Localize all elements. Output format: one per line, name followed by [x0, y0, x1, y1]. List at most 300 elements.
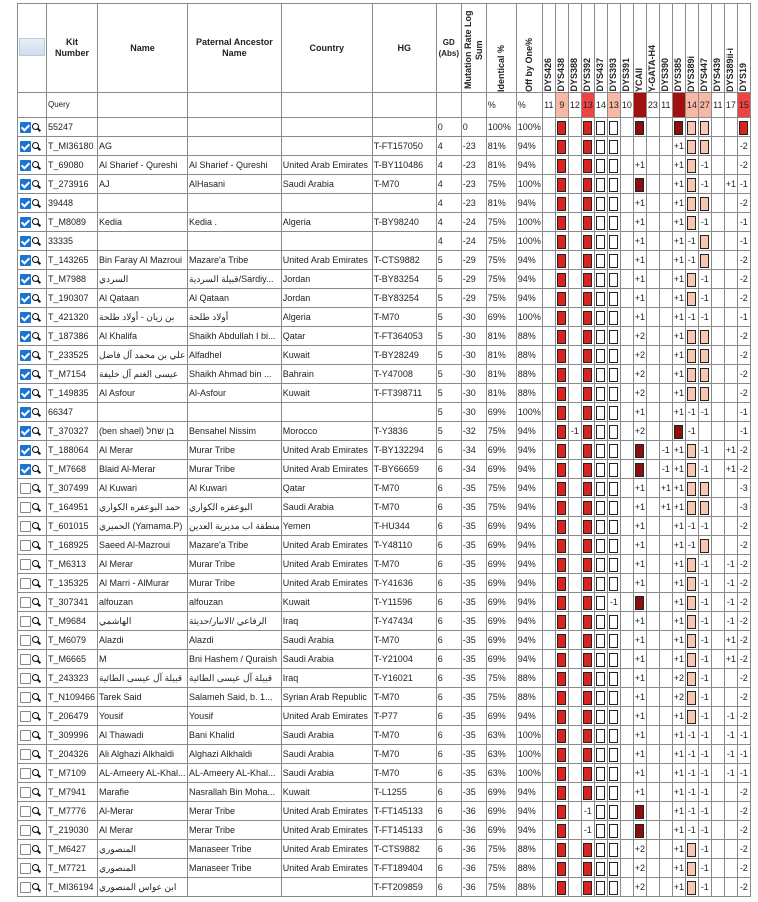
- table-row[interactable]: [18, 137, 751, 156]
- marker-cell: [633, 137, 646, 156]
- table-row[interactable]: [18, 194, 751, 213]
- marker-header-ycaii[interactable]: YCAII: [633, 4, 646, 93]
- kit-number-cell[interactable]: T_M7721: [47, 859, 98, 878]
- kit-number-cell[interactable]: T_168925: [47, 536, 98, 555]
- table-row[interactable]: [18, 175, 751, 194]
- row-checkbox[interactable]: [20, 882, 31, 893]
- identical-cell: 69%: [486, 308, 516, 327]
- country-cell: [281, 137, 372, 156]
- row-select-cell: [18, 118, 47, 137]
- magnifier-icon[interactable]: [32, 712, 39, 719]
- kit-number-cell[interactable]: T_601015: [47, 517, 98, 536]
- marker-cell: [581, 498, 594, 517]
- identical-cell: 81%: [486, 327, 516, 346]
- row-checkbox[interactable]: [20, 388, 31, 399]
- magnifier-icon[interactable]: [32, 256, 39, 263]
- marker-cell: [555, 555, 568, 574]
- table-row[interactable]: [18, 384, 751, 403]
- marker-cell: [607, 270, 620, 289]
- row-select-cell: [18, 726, 47, 745]
- marker-cell: [568, 213, 581, 232]
- kit-number-cell[interactable]: T_188064: [47, 441, 98, 460]
- haplogroup-cell: T-M70: [372, 175, 436, 194]
- table-row[interactable]: [18, 631, 751, 650]
- query-marker-value: 14: [594, 93, 607, 118]
- row-checkbox[interactable]: [20, 597, 31, 608]
- marker-cell: +1: [633, 726, 646, 745]
- country-header[interactable]: Country: [281, 4, 372, 93]
- marker-cell: [685, 688, 698, 707]
- marker-diff-box: [674, 121, 683, 135]
- kit-number-cell[interactable]: T_MI36194: [47, 878, 98, 897]
- row-checkbox[interactable]: [20, 407, 31, 418]
- table-row[interactable]: [18, 118, 751, 137]
- marker-cell: [724, 688, 737, 707]
- magnifier-icon[interactable]: [32, 617, 39, 624]
- table-row[interactable]: [18, 536, 751, 555]
- row-checkbox[interactable]: [20, 768, 31, 779]
- table-row[interactable]: [18, 213, 751, 232]
- magnifier-icon[interactable]: [32, 351, 39, 358]
- name-cell: المنصوري: [98, 859, 188, 878]
- marker-cell: -1: [698, 650, 711, 669]
- row-checkbox[interactable]: [20, 521, 31, 532]
- table-row[interactable]: [18, 517, 751, 536]
- row-checkbox[interactable]: [20, 293, 31, 304]
- kit-number-cell[interactable]: T_M7988: [47, 270, 98, 289]
- marker-header-dys426[interactable]: DYS426: [542, 4, 555, 93]
- off-by-one-cell: 94%: [516, 631, 542, 650]
- name-header[interactable]: Name: [98, 4, 188, 93]
- row-checkbox[interactable]: [20, 331, 31, 342]
- table-row[interactable]: [18, 422, 751, 441]
- marker-cell: [646, 859, 659, 878]
- kit-number-cell[interactable]: T_243323: [47, 669, 98, 688]
- kit-number-cell[interactable]: 55247: [47, 118, 98, 137]
- marker-cell: [607, 688, 620, 707]
- magnifier-icon[interactable]: [32, 845, 39, 852]
- marker-cell: [620, 118, 633, 137]
- mutation-cell: -30: [461, 403, 486, 422]
- marker-header-dys447[interactable]: DYS447: [698, 4, 711, 93]
- mutation-rate-header[interactable]: Mutation Rate Log Sum: [461, 4, 486, 93]
- country-cell: Saudi Arabia: [281, 726, 372, 745]
- magnifier-icon[interactable]: [32, 332, 39, 339]
- row-checkbox[interactable]: [20, 730, 31, 741]
- kit-number-cell[interactable]: T_233525: [47, 346, 98, 365]
- table-row[interactable]: [18, 593, 751, 612]
- kit-number-cell[interactable]: T_190307: [47, 289, 98, 308]
- table-row[interactable]: [18, 574, 751, 593]
- magnifier-icon[interactable]: [32, 750, 39, 757]
- marker-diff-box: [687, 368, 696, 382]
- marker-diff-box: [596, 862, 605, 876]
- identical-cell: 69%: [486, 441, 516, 460]
- table-row[interactable]: [18, 308, 751, 327]
- row-checkbox[interactable]: [20, 350, 31, 361]
- off-by-one-cell: 94%: [516, 650, 542, 669]
- match-results-table: [17, 3, 751, 897]
- row-checkbox[interactable]: [20, 711, 31, 722]
- magnifier-icon[interactable]: [32, 522, 39, 529]
- table-row[interactable]: [18, 802, 751, 821]
- magnifier-icon[interactable]: [32, 408, 39, 415]
- kit-number-cell[interactable]: 39448: [47, 194, 98, 213]
- row-checkbox[interactable]: [20, 787, 31, 798]
- identical-cell: 69%: [486, 650, 516, 669]
- kit-number-cell[interactable]: T_143265: [47, 251, 98, 270]
- mutation-cell: -35: [461, 764, 486, 783]
- paternal-ancestor-header[interactable]: Paternal Ancestor Name: [188, 4, 282, 93]
- marker-header-dys19[interactable]: DYS19: [737, 4, 750, 93]
- kit-number-cell[interactable]: T_M6313: [47, 555, 98, 574]
- table-row[interactable]: [18, 270, 751, 289]
- row-checkbox[interactable]: [20, 236, 31, 247]
- identical-cell: 69%: [486, 593, 516, 612]
- table-row[interactable]: [18, 726, 751, 745]
- marker-diff-box: [609, 368, 618, 382]
- kit-number-cell[interactable]: T_M8089: [47, 213, 98, 232]
- magnifier-icon[interactable]: [32, 674, 39, 681]
- magnifier-icon[interactable]: [32, 655, 39, 662]
- row-checkbox[interactable]: [20, 844, 31, 855]
- off-by-one-header[interactable]: Off by One%: [516, 4, 542, 93]
- row-checkbox[interactable]: [20, 673, 31, 684]
- magnifier-icon[interactable]: [32, 560, 39, 567]
- mutation-cell: -23: [461, 194, 486, 213]
- kit-number-cell[interactable]: T_135325: [47, 574, 98, 593]
- marker-cell: [607, 384, 620, 403]
- kit-number-cell[interactable]: 66347: [47, 403, 98, 422]
- kit-number-cell[interactable]: T_149835: [47, 384, 98, 403]
- row-checkbox[interactable]: [20, 635, 31, 646]
- marker-diff-box: [700, 501, 709, 515]
- kit-number-cell[interactable]: T_69080: [47, 156, 98, 175]
- mutation-cell: -35: [461, 593, 486, 612]
- magnifier-icon[interactable]: [32, 883, 39, 890]
- row-checkbox[interactable]: [20, 369, 31, 380]
- kit-number-cell[interactable]: T_M7109: [47, 764, 98, 783]
- marker-cell: [620, 270, 633, 289]
- magnifier-icon[interactable]: [32, 484, 39, 491]
- marker-cell: [659, 631, 672, 650]
- table-row[interactable]: [18, 878, 751, 897]
- marker-cell: -1: [698, 878, 711, 897]
- magnifier-icon[interactable]: [32, 788, 39, 795]
- table-row[interactable]: [18, 365, 751, 384]
- table-row[interactable]: [18, 289, 751, 308]
- table-row[interactable]: [18, 403, 751, 422]
- marker-header-dys393[interactable]: DYS393: [607, 4, 620, 93]
- magnifier-icon[interactable]: [32, 142, 39, 149]
- table-row[interactable]: [18, 821, 751, 840]
- marker-cell: [646, 308, 659, 327]
- table-row[interactable]: [18, 707, 751, 726]
- marker-cell: +2: [633, 346, 646, 365]
- magnifier-icon[interactable]: [32, 237, 39, 244]
- marker-cell: [646, 498, 659, 517]
- magnifier-icon[interactable]: [32, 313, 39, 320]
- table-row[interactable]: [18, 498, 751, 517]
- kit-number-cell[interactable]: T_M7941: [47, 783, 98, 802]
- table-row[interactable]: [18, 745, 751, 764]
- kit-number-cell[interactable]: T_273916: [47, 175, 98, 194]
- select-all-header[interactable]: [18, 4, 47, 93]
- table-row[interactable]: [18, 232, 751, 251]
- row-checkbox[interactable]: [20, 825, 31, 836]
- mutation-cell: 0: [461, 118, 486, 137]
- table-row[interactable]: [18, 764, 751, 783]
- row-checkbox[interactable]: [20, 312, 31, 323]
- marker-header-dys390[interactable]: DYS390: [659, 4, 672, 93]
- magnifier-icon[interactable]: [32, 161, 39, 168]
- row-checkbox[interactable]: [20, 540, 31, 551]
- marker-diff-box: [583, 615, 592, 629]
- table-row[interactable]: [18, 840, 751, 859]
- genetic-distance-header[interactable]: GD (Abs): [436, 4, 461, 93]
- row-checkbox[interactable]: [20, 559, 31, 570]
- marker-header-dys385[interactable]: DYS385: [672, 4, 685, 93]
- marker-diff-box: [687, 881, 696, 895]
- kit-number-cell[interactable]: T_370327: [47, 422, 98, 441]
- marker-header-dys391[interactable]: DYS391: [620, 4, 633, 93]
- ancestor-cell: Murar Tribe: [188, 441, 282, 460]
- table-row[interactable]: [18, 441, 751, 460]
- marker-cell: [542, 707, 555, 726]
- table-row[interactable]: [18, 859, 751, 878]
- table-row[interactable]: [18, 327, 751, 346]
- kit-number-cell[interactable]: T_M6427: [47, 840, 98, 859]
- marker-cell: +1: [633, 783, 646, 802]
- marker-cell: [620, 460, 633, 479]
- kit-number-cell[interactable]: T_MI36180: [47, 137, 98, 156]
- haplogroup-cell: [372, 403, 436, 422]
- magnifier-icon[interactable]: [32, 465, 39, 472]
- kit-number-cell[interactable]: T_219030: [47, 821, 98, 840]
- table-row[interactable]: [18, 669, 751, 688]
- name-cell: Al-Merar: [98, 802, 188, 821]
- marker-header-dys392[interactable]: DYS392: [581, 4, 594, 93]
- table-row[interactable]: [18, 650, 751, 669]
- row-select-cell: [18, 327, 47, 346]
- kit-number-cell[interactable]: 33335: [47, 232, 98, 251]
- kit-number-cell[interactable]: T_309996: [47, 726, 98, 745]
- magnifier-icon[interactable]: [32, 769, 39, 776]
- gd-cell: 6: [436, 441, 461, 460]
- row-select-cell: [18, 517, 47, 536]
- row-checkbox[interactable]: [20, 426, 31, 437]
- row-checkbox[interactable]: [20, 255, 31, 266]
- row-checkbox[interactable]: [20, 863, 31, 874]
- magnifier-icon[interactable]: [32, 826, 39, 833]
- marker-cell: [568, 156, 581, 175]
- row-checkbox[interactable]: [20, 654, 31, 665]
- kit-number-cell[interactable]: T_M9684: [47, 612, 98, 631]
- marker-cell: [555, 593, 568, 612]
- magnifier-icon[interactable]: [32, 807, 39, 814]
- table-row[interactable]: [18, 251, 751, 270]
- kit-number-cell[interactable]: T_307499: [47, 479, 98, 498]
- marker-cell: [568, 593, 581, 612]
- marker-diff-box: [609, 710, 618, 724]
- table-row[interactable]: [18, 156, 751, 175]
- marker-cell: [542, 384, 555, 403]
- magnifier-icon[interactable]: [32, 541, 39, 548]
- table-row[interactable]: [18, 346, 751, 365]
- kit-number-cell[interactable]: T_307341: [47, 593, 98, 612]
- row-checkbox[interactable]: [20, 464, 31, 475]
- marker-cell: [581, 859, 594, 878]
- marker-cell: -1: [685, 802, 698, 821]
- ancestor-cell: [188, 118, 282, 137]
- row-checkbox[interactable]: [20, 578, 31, 589]
- marker-header-dys438[interactable]: DYS438: [555, 4, 568, 93]
- marker-cell: [542, 327, 555, 346]
- table-row[interactable]: [18, 479, 751, 498]
- kit-number-cell[interactable]: T_M7776: [47, 802, 98, 821]
- marker-diff-box: [596, 786, 605, 800]
- haplogroup-cell: T-BY110486: [372, 156, 436, 175]
- row-select-cell: [18, 631, 47, 650]
- off-by-one-cell: 94%: [516, 574, 542, 593]
- row-checkbox[interactable]: [20, 749, 31, 760]
- kit-number-cell[interactable]: T_421320: [47, 308, 98, 327]
- row-checkbox[interactable]: [20, 502, 31, 513]
- haplogroup-header[interactable]: HG: [372, 4, 436, 93]
- marker-header-dys389i[interactable]: DYS389i: [685, 4, 698, 93]
- kit-number-header[interactable]: Kit Number: [47, 4, 98, 93]
- magnifier-icon[interactable]: [32, 123, 39, 130]
- row-checkbox[interactable]: [20, 692, 31, 703]
- marker-cell: [542, 574, 555, 593]
- marker-header-y-gata-h4[interactable]: Y-GATA-H4: [646, 4, 659, 93]
- marker-cell: -2: [737, 574, 750, 593]
- identical-cell: 75%: [486, 422, 516, 441]
- marker-cell: +1: [633, 517, 646, 536]
- marker-diff-box: [583, 691, 592, 705]
- off-by-one-cell: 94%: [516, 593, 542, 612]
- row-checkbox[interactable]: [20, 274, 31, 285]
- marker-diff-box: [583, 368, 592, 382]
- gd-cell: 5: [436, 270, 461, 289]
- ancestor-cell: Kedia .: [188, 213, 282, 232]
- kit-number-cell[interactable]: T_M7668: [47, 460, 98, 479]
- magnifier-icon[interactable]: [32, 598, 39, 605]
- magnifier-icon[interactable]: [32, 218, 39, 225]
- magnifier-icon[interactable]: [32, 579, 39, 586]
- mutation-cell: -35: [461, 612, 486, 631]
- marker-diff-box: [583, 178, 592, 192]
- marker-cell: [568, 270, 581, 289]
- marker-cell: [555, 707, 568, 726]
- magnifier-icon[interactable]: [32, 864, 39, 871]
- magnifier-icon[interactable]: [32, 275, 39, 282]
- marker-cell: [607, 764, 620, 783]
- row-checkbox[interactable]: [20, 445, 31, 456]
- row-checkbox[interactable]: [20, 483, 31, 494]
- row-checkbox[interactable]: [20, 160, 31, 171]
- row-checkbox[interactable]: [20, 179, 31, 190]
- magnifier-icon[interactable]: [32, 370, 39, 377]
- marker-cell: -1: [737, 764, 750, 783]
- marker-cell: [724, 422, 737, 441]
- gd-cell: 6: [436, 878, 461, 897]
- row-checkbox[interactable]: [20, 198, 31, 209]
- row-checkbox[interactable]: [20, 141, 31, 152]
- marker-cell: [672, 118, 685, 137]
- mutation-cell: -35: [461, 517, 486, 536]
- kit-number-cell[interactable]: T_M7154: [47, 365, 98, 384]
- magnifier-icon[interactable]: [32, 503, 39, 510]
- haplogroup-cell: T-M70: [372, 764, 436, 783]
- magnifier-icon[interactable]: [32, 427, 39, 434]
- marker-cell: +1: [724, 441, 737, 460]
- kit-number-cell[interactable]: T_206479: [47, 707, 98, 726]
- row-checkbox[interactable]: [20, 616, 31, 627]
- identical-percent-header[interactable]: Identical %: [486, 4, 516, 93]
- marker-cell: +1: [672, 878, 685, 897]
- marker-cell: [607, 346, 620, 365]
- marker-cell: -1: [698, 460, 711, 479]
- row-checkbox[interactable]: [20, 122, 31, 133]
- table-row[interactable]: [18, 460, 751, 479]
- kit-number-cell[interactable]: T_M6079: [47, 631, 98, 650]
- kit-number-cell[interactable]: T_M6665: [47, 650, 98, 669]
- magnifier-icon[interactable]: [32, 199, 39, 206]
- table-row[interactable]: [18, 783, 751, 802]
- magnifier-icon[interactable]: [32, 389, 39, 396]
- kit-number-cell[interactable]: T_164951: [47, 498, 98, 517]
- marker-diff-box: [609, 387, 618, 401]
- country-cell: Algeria: [281, 308, 372, 327]
- marker-cell: [607, 650, 620, 669]
- kit-number-cell[interactable]: T_187386: [47, 327, 98, 346]
- marker-cell: -1: [724, 764, 737, 783]
- marker-header-dys388[interactable]: DYS388: [568, 4, 581, 93]
- marker-diff-box: [583, 862, 592, 876]
- magnifier-icon[interactable]: [32, 446, 39, 453]
- row-checkbox[interactable]: [20, 806, 31, 817]
- marker-header-dys389ii-i[interactable]: DYS389ii-i: [724, 4, 737, 93]
- gd-cell: 6: [436, 840, 461, 859]
- magnifier-icon[interactable]: [32, 636, 39, 643]
- marker-cell: [698, 251, 711, 270]
- magnifier-icon[interactable]: [32, 731, 39, 738]
- table-row[interactable]: [18, 612, 751, 631]
- name-cell: Al Sharief - Qureshi: [98, 156, 188, 175]
- kit-number-cell[interactable]: T_N109466: [47, 688, 98, 707]
- marker-header-dys437[interactable]: DYS437: [594, 4, 607, 93]
- table-row[interactable]: [18, 688, 751, 707]
- marker-header-dys439[interactable]: DYS439: [711, 4, 724, 93]
- country-cell: United Arab Emirates: [281, 859, 372, 878]
- marker-diff-box: [687, 577, 696, 591]
- haplogroup-cell: T-Y41636: [372, 574, 436, 593]
- marker-cell: [568, 840, 581, 859]
- marker-cell: [659, 612, 672, 631]
- kit-number-cell[interactable]: T_204326: [47, 745, 98, 764]
- magnifier-icon[interactable]: [32, 294, 39, 301]
- marker-cell: +1: [659, 498, 672, 517]
- magnifier-icon[interactable]: [32, 693, 39, 700]
- marker-cell: [581, 631, 594, 650]
- magnifier-icon[interactable]: [32, 180, 39, 187]
- marker-cell: [581, 707, 594, 726]
- row-checkbox[interactable]: [20, 217, 31, 228]
- row-select-cell: [18, 498, 47, 517]
- table-row[interactable]: [18, 555, 751, 574]
- identical-cell: 63%: [486, 745, 516, 764]
